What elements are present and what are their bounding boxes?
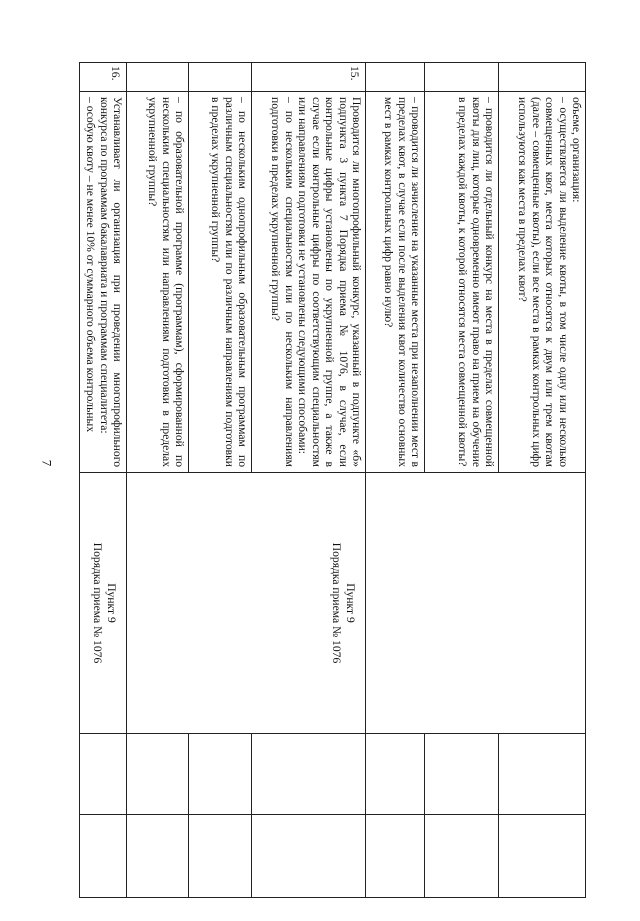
empty-cell [499,734,586,815]
question-text: – проводится ли зачисление на указанные места при незаполнении мест в пределах квот, в случае если после выделения квот количество основных мест в рамках контрольных цифр равно нулю? [382,97,422,467]
empty-cell [252,734,366,815]
empty-cell [80,815,127,898]
empty-cell [80,734,127,815]
question-text: объеме, организация: [570,97,583,203]
reference-document: Порядка приема № 1076 [330,542,344,664]
question-cell [127,92,189,473]
question-cell [80,92,127,473]
question-text: – по нескольким однопрофильным образовательным программам по различным специальностям или по различным направлениям подготовки в пределах укрупненной группы? [209,97,249,467]
reference-point: Пункт 9 [344,583,357,623]
question-text: – проводится ли отдельный конкурс на места в пределах совмещенной квоты для лиц, которые одновременно имеют право на прием на обучение в пределах каждой квоты, к которой относятся места совмещенной квоты? [456,97,496,467]
question-cell [425,92,499,473]
table-row [252,63,366,898]
empty-cell [127,734,189,815]
row-number: 16. [80,63,127,92]
empty-cell [366,734,425,815]
row-number: 15. [252,63,366,92]
empty-cell [189,815,252,898]
checklist-table [79,62,586,898]
reference-cell [127,473,366,734]
empty-cell [252,815,366,898]
row-number [499,63,586,92]
question-text: – по образовательной программе (программам), сформированной по нескольким специальностям или направлениям подготовки в пределах укрупненной группы? [146,97,186,467]
question-text: – осуществляется ли выделение квоты, в том числе одну или несколько совмещенных квот, места которых относятся к двум или трем квотам (далее – совмещенные квоты), если все места в рамках контрольных цифр используются как места в пределах квот? [516,97,570,467]
empty-cell [366,815,425,898]
empty-cell [127,815,189,898]
reference-cell [366,473,586,734]
question-cell [189,92,252,473]
reference-point: Пункт 9 [105,583,118,623]
row-number [425,63,499,92]
row-number [127,63,189,92]
question-cell [366,92,425,473]
question-cell [252,92,366,473]
question-text: – особую квоту – не менее 10% от суммарного объема контрольных [84,97,98,433]
question-text: – по нескольким специальностям или по нескольким направлениям подготовки в пределах укрупненной группы? [269,97,296,467]
table-row [80,63,127,898]
question-cell [499,92,586,473]
empty-cell [425,815,499,898]
row-number [366,63,425,92]
table-row [499,63,586,898]
question-text: Проводится ли многопрофильный конкурс, указанный в подпункте «б» подпункта 3 пункта 7 Порядка приема № 1076, в случае, если контрольные цифры установлены по укрупненной группе, а также в случае если контрольные цифры по соответствующим специальностям или направлениям подготовки не установлены следующими способами: [296,97,363,467]
empty-cell [189,734,252,815]
row-number [189,63,252,92]
empty-cell [425,734,499,815]
page-number: 7 [39,459,55,467]
reference-cell [80,473,127,734]
question-text: Устанавливает ли организация при проведении многопрофильного конкурса по программам бакалавриата и программам специалитета: [97,97,124,467]
empty-cell [499,815,586,898]
reference-document: Порядка приема № 1076 [91,542,105,664]
checklist-page [80,62,586,847]
